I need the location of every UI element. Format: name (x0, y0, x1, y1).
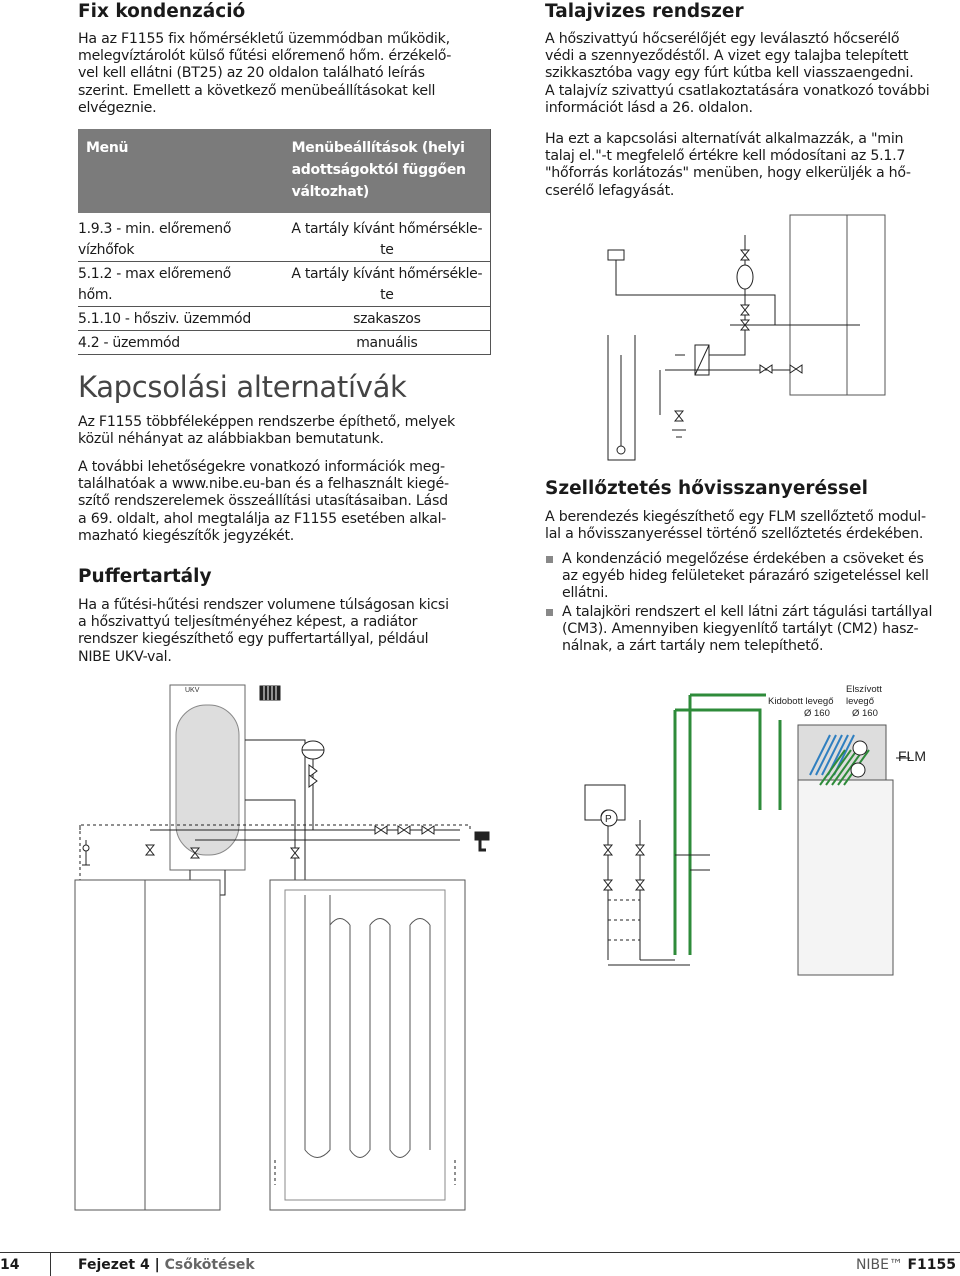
valve-icon (291, 848, 299, 858)
extract-air-label: Elszívott (846, 684, 882, 695)
brand-label: NIBE™ F1155 (855, 1257, 956, 1273)
valve-icon (375, 826, 387, 834)
pump-icon (853, 741, 867, 755)
valve-icon (636, 880, 644, 890)
kapcsolasi-text-2: A további lehetőségekre vonatkozó információk meg- találhatóak a www.nibe.eu-ban és a felhasznált kiegé- szítő rendszerelemek összeállítási utasításaiban. Lásd a 69. oldalt, ahol megtalálja az F1155 esetében alkal- mazható kiegészítők jegyzékét. (78, 459, 449, 544)
table-row: 4.2 - üzemmód manuális (78, 331, 491, 355)
talajvizes-text-1: A hőszivattyú hőcserélőjét egy leválasztó hőcserélő védi a szennyeződéstől. A vizet egy talajba telepített szikkasztóba vagy egy fúrt kútba kell viasszaengedni. A talajvíz szivattyú csatlakoztatására vonatkozó további információt lásd a 26. oldalon. (545, 31, 930, 116)
green-pipes (675, 695, 780, 955)
extract-air-diameter: Ø 160 (852, 708, 878, 719)
pump-icon (617, 446, 625, 454)
menu-settings-table (78, 129, 491, 355)
tap-icon (475, 832, 489, 850)
radiator-icon (260, 686, 280, 700)
valve-icon (636, 845, 644, 855)
pressure-label: P (605, 814, 612, 825)
pump-icon (851, 763, 865, 777)
footer-vertical-divider (50, 1252, 51, 1276)
szellozes-bullet-list (545, 551, 960, 655)
list-item: A talajköri rendszert el kell látni zárt tágulási tartállyal (CM3). Amennyiben kiegyenlítő tartályt (CM2) hasz- nálnak, a zárt tartály nem telepíthető. (545, 604, 960, 656)
footer-divider (0, 1252, 960, 1253)
menu-column-header: Menü (78, 129, 284, 213)
exhaust-air-label: Kidobott levegő (768, 696, 834, 707)
table-row: 5.1.2 - max előremenő hőm. A tartály kívánt hőmérsékle- te (78, 262, 491, 307)
sensor-box (608, 250, 624, 260)
ground-water-diagram (600, 205, 900, 465)
heat-pump-unit (798, 780, 893, 975)
expansion-vessel (737, 265, 753, 289)
heat-pump-unit (75, 880, 145, 1210)
valve-icon (675, 411, 683, 421)
valve-icon (760, 365, 772, 373)
puffertartaly-text: Ha a fűtési-hűtési rendszer volumene túlságosan kicsi a hőszivattyú teljesítményéhez képest, a radiátor rendszer kiegészíthető egy puffertartállyal, például NIBE UKV-val. (78, 597, 449, 665)
fix-kondenzacio-heading: Fix kondenzáció (78, 1, 246, 22)
extract-air-label-2: levegő (846, 696, 874, 707)
settings-column-header: Menübeállítások (helyi adottságoktól függően változhat) (284, 129, 491, 213)
ventilation-diagram (580, 680, 960, 1240)
szellozes-heading: Szellőztetés hővisszanyeréssel (545, 478, 868, 499)
valve-icon (146, 845, 154, 855)
heat-pump-unit (790, 215, 885, 395)
szellozes-text: A berendezés kiegészíthető egy FLM szellőztető modul- lal a hővisszanyeréssel történő szellőztetés érdekében. (545, 509, 926, 543)
puffertartaly-heading: Puffertartály (78, 566, 212, 587)
talajvizes-heading: Talajvizes rendszer (545, 1, 744, 22)
exhaust-air-diameter: Ø 160 (804, 708, 830, 719)
valve-icon (741, 305, 749, 315)
valve-icon (604, 845, 612, 855)
fix-kondenzacio-text: Ha az F1155 fix hőmérsékletű üzemmódban működik, melegvíztárolót külső fűtési előremenő hőm. érzékelő- vel kell ellátni (BT25) az 20 oldalon található leírás szerint. Emellett a következő menübeállításokat kell elvégeznie. (78, 31, 452, 116)
table-row: 5.1.10 - hősziv. üzemmód szakaszos (78, 307, 491, 331)
buffer-tank-diagram (70, 680, 510, 1240)
valve-icon (398, 826, 410, 834)
hot-water-tank (270, 880, 465, 1210)
valve-icon (604, 880, 612, 890)
chapter-label: Fejezet 4 | Csőkötések (78, 1257, 255, 1273)
valve-icon (422, 826, 434, 834)
kapcsolasi-heading: Kapcsolási alternatívák (78, 370, 407, 404)
page-number: 14 (0, 1257, 20, 1273)
flm-label: FLM (898, 748, 926, 764)
list-item: A kondenzáció megelőzése érdekében a csöveket és az egyéb hideg felületeket párazáró szigeteléssel kell ellátni. (545, 551, 960, 603)
ukv-tank-inner (176, 705, 239, 855)
valve-icon (741, 250, 749, 260)
talajvizes-text-2: Ha ezt a kapcsolási alternatívát alkalmazzák, a "min talaj el."-t megfelelő értékre kell módosítani az 5.1.7 "hőforrás korlátozás" menüben, hogy elkerüljék a hő- cserélő lefagyását. (545, 131, 911, 199)
ukv-label: UKV (185, 687, 200, 694)
table-row: 1.9.3 - min. előremenő vízhőfok A tartály kívánt hőmérsékle- te (78, 213, 491, 262)
kapcsolasi-text-1: Az F1155 többféleképpen rendszerbe építhető, melyek közül néhányat az alábbiakban bemutatunk. (78, 414, 455, 448)
page-footer (0, 1240, 960, 1276)
